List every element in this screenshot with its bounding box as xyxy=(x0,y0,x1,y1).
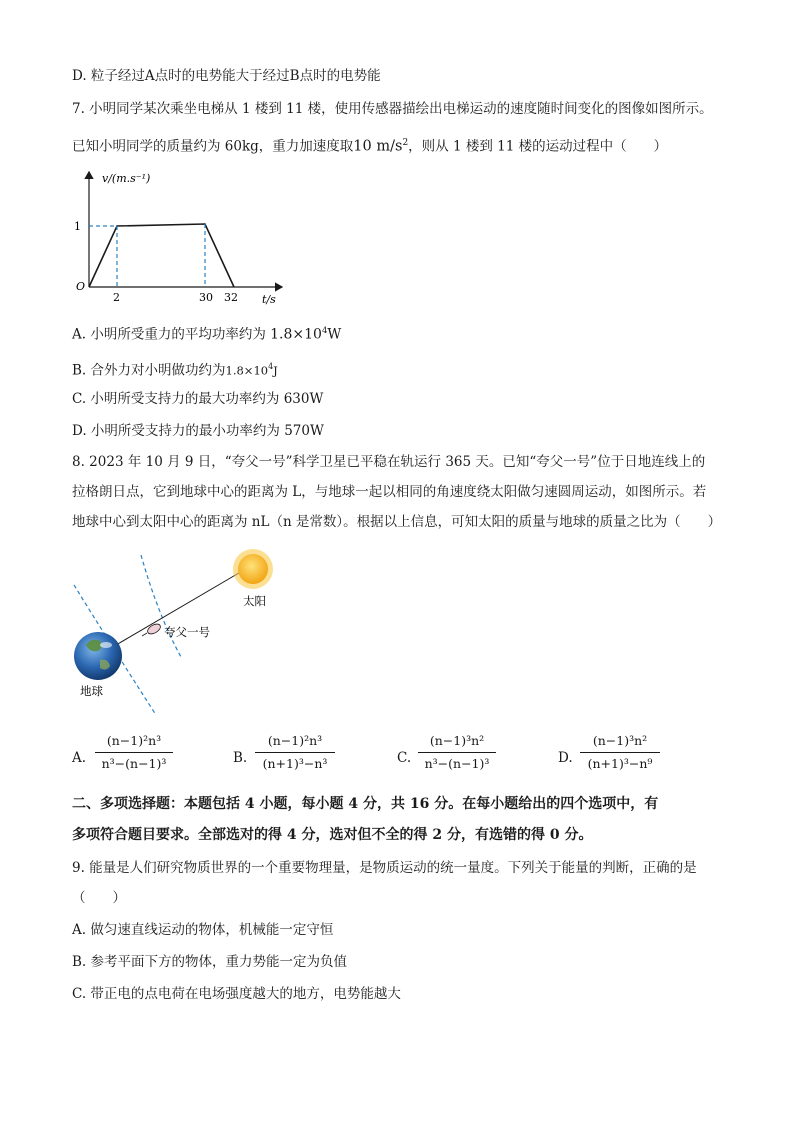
q7-option-d: D. 小明所受支持力的最小功率约为 570W xyxy=(72,423,324,439)
q7-option-c: C. 小明所受支持力的最大功率约为 630W xyxy=(72,391,324,407)
q8-option-d-den: (n+1)³−n⁹ xyxy=(587,756,653,771)
sun-earth-figure xyxy=(66,545,306,720)
q8-stem-line2: 拉格朗日点，它到地球中心的距离为 L，与地球一起以相同的角速度绕太阳做匀速圆周运动，如图所示。若 xyxy=(72,484,707,500)
gravity-value: 10 m/s xyxy=(353,138,403,155)
q8-option-b-num: (n−1)²n³ xyxy=(267,733,323,748)
q7-option-b-unit: J xyxy=(273,363,278,378)
q8-option-d-label: D. xyxy=(558,750,573,766)
earth-label: 地球 xyxy=(80,684,103,698)
q7-option-a-exp: 4 xyxy=(321,326,328,336)
q9-option-a: A. 做匀速直线运动的物体，机械能一定守恒 xyxy=(72,922,334,938)
y-tick-1: 1 xyxy=(74,220,81,233)
q8-option-b-den: (n+1)³−n³ xyxy=(262,756,328,771)
velocity-time-graph xyxy=(72,162,292,312)
q7-option-a xyxy=(72,321,341,345)
section2-heading-line1: 二、多项选择题：本题包括 4 小题，每小题 4 分，共 16 分。在每小题给出的四个选项中，有 xyxy=(72,796,659,812)
q7-option-a-value: 1.8×10 xyxy=(270,326,322,343)
q6-option-d: D. 粒子经过A点时的电势能大于经过B点时的电势能 xyxy=(72,68,381,84)
q9-stem-line2: （ ） xyxy=(72,890,126,906)
velocity-curve xyxy=(89,224,234,287)
x-tick-2: 2 xyxy=(113,291,120,304)
q7-stem-tail: ，则从 1 楼到 11 楼的运动过程中（ ） xyxy=(408,138,668,155)
y-axis-label: v/(m.s⁻¹) xyxy=(102,172,151,185)
q8-option-a-fraction xyxy=(95,733,173,777)
sun-icon xyxy=(233,549,273,589)
q8-option-a-num: (n−1)²n³ xyxy=(106,733,162,748)
q8-option-d-fraction xyxy=(580,733,660,777)
q7-option-a-unit: W xyxy=(327,326,342,343)
q7-option-b xyxy=(72,357,278,381)
q7-option-b-text: B. 合外力对小明做功约为 xyxy=(72,362,226,379)
q8-option-b-fraction xyxy=(255,733,335,777)
q7-stem-line2 xyxy=(72,133,667,157)
earth-icon xyxy=(74,632,122,680)
section2-heading-line2: 多项符合题目要求。全部选对的得 4 分，选对但不全的得 2 分，有选错的得 0 分。 xyxy=(72,827,593,843)
q8-option-b-label: B. xyxy=(233,750,248,766)
origin-label: O xyxy=(76,280,86,293)
q8-option-d-num: (n−1)³n² xyxy=(592,733,648,748)
q8-stem-line1: 8. 2023 年 10 月 9 日，“夸父一号”科学卫星已平稳在轨运行 365 天。已知“夸父一号”位于日地连线上的 xyxy=(72,454,706,470)
q8-option-c-label: C. xyxy=(397,750,412,766)
q8-option-c-den: n³−(n−1)³ xyxy=(424,756,490,771)
x-tick-32: 32 xyxy=(224,291,238,304)
x-tick-30: 30 xyxy=(199,291,213,304)
q8-option-a-label: A. xyxy=(72,750,87,766)
q8-option-c-num: (n−1)³n² xyxy=(429,733,485,748)
q7-stem-line1: 7. 小明同学某次乘坐电梯从 1 楼到 11 楼，使用传感器描绘出电梯运动的速度随时间变化的图像如图所示。 xyxy=(72,101,713,117)
sun-label: 太阳 xyxy=(243,594,266,608)
q8-option-a-den: n³−(n−1)³ xyxy=(101,756,167,771)
q8-stem-line3: 地球中心到太阳中心的距离为 nL（n 是常数）。根据以上信息，可知太阳的质量与地球的质量之比为（ ） xyxy=(72,514,722,530)
q9-stem-line1: 9. 能量是人们研究物质世界的一个重要物理量，是物质运动的统一量度。下列关于能量的判断，正确的是 xyxy=(72,860,697,876)
q9-option-c: C. 带正电的点电荷在电场强度越大的地方，电势能越大 xyxy=(72,986,401,1002)
q8-option-c-fraction xyxy=(418,733,496,777)
square-superscript: 2 xyxy=(402,138,409,148)
satellite-orbit-arc xyxy=(141,555,181,657)
q7-option-a-text: A. 小明所受重力的平均功率约为 xyxy=(72,326,266,343)
q7-option-b-exp: 4 xyxy=(268,362,274,371)
q7-option-b-value: 1.8×10 xyxy=(225,363,269,378)
sun-earth-line xyxy=(99,570,244,655)
x-axis-label: t/s xyxy=(262,293,276,306)
satellite-label: 夸父一号 xyxy=(164,625,210,639)
q9-option-b: B. 参考平面下方的物体，重力势能一定为负值 xyxy=(72,954,348,970)
q7-stem-text: 已知小明同学的质量约为 60kg，重力加速度取 xyxy=(72,138,354,155)
